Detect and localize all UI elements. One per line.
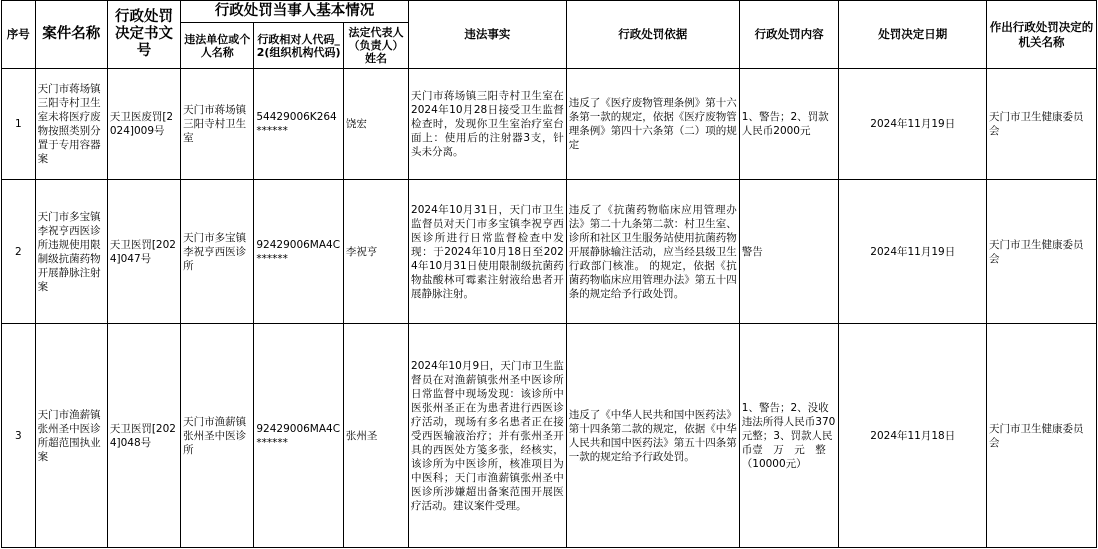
cell-party-name: 天门市蒋场镇三阳寺村卫生室 bbox=[181, 69, 254, 180]
header-basis: 行政处罚依据 bbox=[566, 1, 739, 69]
cell-basis: 违反了《抗菌药物临床应用管理办法》第二十九条第二款：村卫生室、诊所和社区卫生服务站使用抗菌药物开展静脉输注活动，应当经县级卫生行政部门核准。 的规定，依据《抗菌药物临床应用管理办法》第五十四条的规定给予行政处罚。 bbox=[566, 180, 739, 324]
cell-basis: 违反了《医疗废物管理条例》第十六条第一款的规定，依据《医疗废物管理条例》第四十六条第（二）项的规定 bbox=[566, 69, 739, 180]
header-seq: 序号 bbox=[2, 1, 36, 69]
table-row bbox=[2, 69, 1097, 180]
header-party-name: 违法单位或个人名称 bbox=[181, 23, 254, 69]
cell-date: 2024年11月18日 bbox=[839, 324, 987, 548]
cell-party-code: 92429006MA4C****** bbox=[254, 324, 344, 548]
cell-legal-rep: 张州圣 bbox=[343, 324, 408, 548]
cell-decision-no: 天卫医废罚[2024]009号 bbox=[107, 69, 180, 180]
header-facts: 违法事实 bbox=[409, 1, 567, 69]
cell-decision-no: 天卫医罚[2024]047号 bbox=[107, 180, 180, 324]
cell-case-name: 天门市渔薪镇张州圣中医诊所超范围执业案 bbox=[35, 324, 107, 548]
cell-party-code: 92429006MA4C****** bbox=[254, 180, 344, 324]
header-date: 处罚决定日期 bbox=[839, 1, 987, 69]
penalty-table bbox=[1, 0, 1097, 548]
cell-content: 1、警告；2、没收违法所得人民币370元整；3、罚款人民币壹 万 元 整（10000元） bbox=[739, 324, 839, 548]
header-party-code: 行政相对人代码_2(组织机构代码) bbox=[254, 23, 344, 69]
header-party-group: 行政处罚当事人基本情况 bbox=[181, 1, 409, 23]
cell-seq: 2 bbox=[2, 180, 36, 324]
cell-content: 警告 bbox=[739, 180, 839, 324]
header-authority: 作出行政处罚决定的机关名称 bbox=[987, 1, 1097, 69]
table-row bbox=[2, 324, 1097, 548]
cell-case-name: 天门市蒋场镇三阳寺村卫生室未将医疗废物按照类别分置于专用容器案 bbox=[35, 69, 107, 180]
cell-date: 2024年11月19日 bbox=[839, 69, 987, 180]
cell-decision-no: 天卫医罚[2024]048号 bbox=[107, 324, 180, 548]
cell-party-name: 天门市多宝镇李祝亨西医诊所 bbox=[181, 180, 254, 324]
cell-seq: 3 bbox=[2, 324, 36, 548]
cell-facts: 2024年10月9日，天门市卫生监督员在对渔薪镇张州圣中医诊所日常监督中现场发现：该诊所中医张州圣正在为患者进行西医诊疗活动，现场有多名患者正在接受西医输液治疗；并有张州圣开具的西医处方笺多张，经核实，该诊所为中医诊所，核准项目为中医科；天门市渔薪镇张州圣中医诊所涉嫌超出备案范围开展医疗活动。建议案件受理。 bbox=[409, 324, 567, 548]
cell-content: 1、警告；2、罚款人民币2000元 bbox=[739, 69, 839, 180]
header-row-1 bbox=[2, 1, 1097, 23]
cell-party-code: 54429006K264****** bbox=[254, 69, 344, 180]
cell-seq: 1 bbox=[2, 69, 36, 180]
header-content: 行政处罚内容 bbox=[739, 1, 839, 69]
cell-facts: 2024年10月31日，天门市卫生监督员对天门市多宝镇李祝亨西医诊所进行日常监督检查中发现：于2024年10月18日至2024年10月31日使用限制级抗菌药物盐酸林可霉素注射液给患者开展静脉注射。 bbox=[409, 180, 567, 324]
cell-authority: 天门市卫生健康委员会 bbox=[987, 180, 1097, 324]
cell-basis: 违反了《中华人民共和国中医药法》第十四条第二款的规定，依据《中华人民共和国中医药法》第五十四条第一款的规定给予行政处罚。 bbox=[566, 324, 739, 548]
cell-party-name: 天门市渔薪镇张州圣中医诊所 bbox=[181, 324, 254, 548]
table-row bbox=[2, 180, 1097, 324]
cell-authority: 天门市卫生健康委员会 bbox=[987, 324, 1097, 548]
cell-facts: 天门市蒋场镇三阳寺村卫生室在2024年10月28日接受卫生监督检查时，发现你卫生室治疗室台面上：使用后的注射器3支，针头未分离。 bbox=[409, 69, 567, 180]
header-case-name: 案件名称 bbox=[35, 1, 107, 69]
cell-legal-rep: 李祝亨 bbox=[343, 180, 408, 324]
cell-legal-rep: 饶宏 bbox=[343, 69, 408, 180]
cell-date: 2024年11月19日 bbox=[839, 180, 987, 324]
header-decision-no: 行政处罚决定书文号 bbox=[107, 1, 180, 69]
cell-case-name: 天门市多宝镇李祝亨西医诊所违规使用限制级抗菌药物开展静脉注射案 bbox=[35, 180, 107, 324]
cell-authority: 天门市卫生健康委员会 bbox=[987, 69, 1097, 180]
header-legal-rep: 法定代表人（负责人）姓名 bbox=[343, 23, 408, 69]
